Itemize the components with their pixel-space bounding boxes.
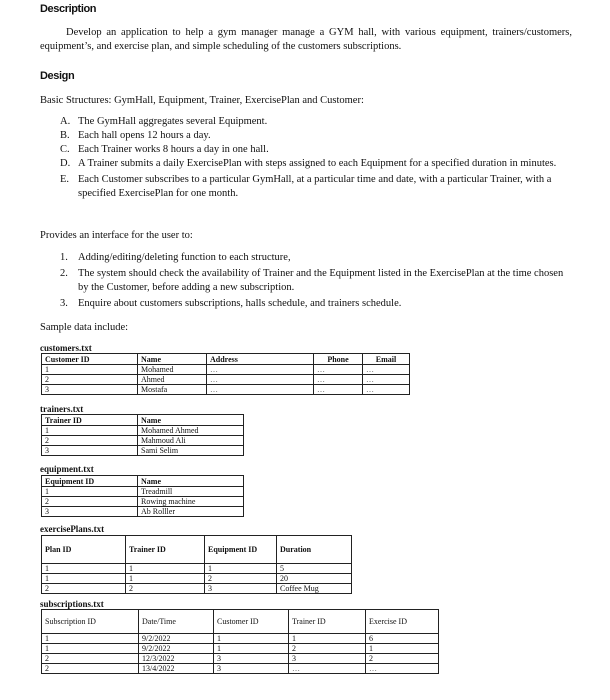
table-cell: Mahmoud Ali [138,436,244,446]
table-cell: 1 [366,644,439,654]
list-item: B. Each hall opens 12 hours a day. [60,130,211,141]
table-cell: 1 [42,487,138,497]
description-heading: Description [40,3,97,15]
table-cell: 9/2/2022 [139,644,214,654]
table-cell: 2 [42,584,126,594]
table-row [42,487,244,497]
sample-intro: Sample data include: [40,322,129,333]
column-header: Email [363,354,410,365]
trainers-table [41,414,244,456]
table-header-row [42,536,352,564]
column-header: Customer ID [214,610,289,634]
table-cell: 2 [366,654,439,664]
table-row [42,664,439,674]
table-cell: … [207,365,314,375]
table-cell: 1 [214,634,289,644]
list-item: E. Each Customer subscribes to a particular GymHall, at a particular time and date, with a particular Trainer, with a specified ExercisePlan for one month. [60,174,552,199]
interface-intro: Provides an interface for the user to: [40,230,193,241]
table-cell: 1 [42,365,138,375]
table-cell: 2 [42,436,138,446]
column-header: Equipment ID [42,476,138,487]
table-cell: Mohamed [138,365,207,375]
column-header: Name [138,476,244,487]
list-item: D. A Trainer submits a daily ExercisePlan with steps assigned to each Equipment for a specified duration in minutes. [60,158,557,169]
table-cell: … [363,375,410,385]
table-cell: … [207,375,314,385]
table-cell: 1 [126,574,205,584]
column-header: Subscription ID [42,610,139,634]
subscriptions-table [41,609,439,674]
table-cell: … [363,385,410,395]
table-cell: 20 [277,574,352,584]
table-cell: Ab Rolller [138,507,244,517]
table-cell: 1 [42,426,138,436]
column-header: Name [138,354,207,365]
table-cell: 6 [366,634,439,644]
table-cell: Mostafa [138,385,207,395]
table-cell: 3 [42,507,138,517]
table-cell: 1 [42,644,139,654]
table-row [42,654,439,664]
table-cell: 1 [205,564,277,574]
table-cell: 2 [289,644,366,654]
table-cell: 1 [42,564,126,574]
table-cell: Sami Selim [138,446,244,456]
table-row [42,564,352,574]
table-cell: 1 [126,564,205,574]
table-cell: 2 [42,375,138,385]
table-row [42,634,439,644]
table-cell: 1 [42,574,126,584]
table-cell: … [289,664,366,674]
design-heading: Design [40,70,75,82]
table-cell: … [314,375,363,385]
trainers-file-label: trainers.txt [40,404,84,414]
table-header-row [42,354,410,365]
table-row [42,446,244,456]
column-header: Trainer ID [42,415,138,426]
equipment-file-label: equipment.txt [40,464,94,474]
customers-file-label: customers.txt [40,343,92,353]
column-header: Phone [314,354,363,365]
table-cell: … [314,385,363,395]
column-header: Trainer ID [289,610,366,634]
table-cell: 2 [42,654,139,664]
customers-table [41,353,410,395]
subscriptions-file-label: subscriptions.txt [40,599,104,609]
column-header: Exercise ID [366,610,439,634]
table-row [42,574,352,584]
table-header-row [42,415,244,426]
table-row [42,426,244,436]
table-cell: … [366,664,439,674]
exercise-plans-table [41,535,352,594]
table-header-row [42,476,244,487]
interface-list [60,251,572,311]
column-header: Date/Time [139,610,214,634]
column-header: Equipment ID [205,536,277,564]
column-header: Customer ID [42,354,138,365]
list-item: A. The GymHall aggregates several Equipment. [60,116,268,127]
table-row [42,497,244,507]
table-cell: 2 [205,574,277,584]
table-cell: 1 [42,634,139,644]
table-cell: 2 [42,664,139,674]
table-cell: 3 [289,654,366,664]
table-cell: Ahmed [138,375,207,385]
table-row [42,365,410,375]
list-item: 3. Enquire about customers subscriptions, halls schedule, and trainers schedule. [60,298,402,309]
table-cell: 1 [289,634,366,644]
table-cell: 1 [214,644,289,654]
list-item: 2. The system should check the availability of Trainer and the Equipment listed in the ExercisePlan at the time chosen by the Customer, before adding a new subscription. [60,268,564,293]
equipment-table [41,475,244,517]
table-cell: 3 [214,654,289,664]
table-cell: Coffee Mug [277,584,352,594]
table-cell: 3 [205,584,277,594]
column-header: Duration [277,536,352,564]
table-cell: 3 [42,385,138,395]
table-cell: 2 [42,497,138,507]
description-text: Develop an application to help a gym manager manage a GYM hall, with various equipment, trainers/customers, equipment’s, and exercise plan, and simple scheduling of the customers subscriptions. [40,27,572,52]
table-cell: … [314,365,363,375]
list-item: 1. Adding/editing/deleting function to each structure, [60,252,291,263]
table-row [42,584,352,594]
basic-structures-text: Basic Structures: GymHall, Equipment, Trainer, ExercisePlan and Customer: [40,95,364,106]
table-cell: 12/3/2022 [139,654,214,664]
table-row [42,644,439,654]
table-cell: … [207,385,314,395]
table-cell: 9/2/2022 [139,634,214,644]
table-cell: … [363,365,410,375]
table-cell: 3 [214,664,289,674]
table-row [42,385,410,395]
column-header: Address [207,354,314,365]
list-item: C. Each Trainer works 8 hours a day in one hall. [60,144,269,155]
table-cell: Mohamed Ahmed [138,426,244,436]
table-cell: Treadmill [138,487,244,497]
column-header: Plan ID [42,536,126,564]
column-header: Name [138,415,244,426]
table-row [42,507,244,517]
table-cell: 13/4/2022 [139,664,214,674]
table-cell: 2 [126,584,205,594]
table-row [42,436,244,446]
column-header: Trainer ID [126,536,205,564]
table-cell: 3 [42,446,138,456]
structure-list [60,115,572,201]
table-header-row [42,610,439,634]
exercise-plans-file-label: exercisePlans.txt [40,524,105,534]
table-row [42,375,410,385]
table-cell: Rowing machine [138,497,244,507]
table-cell: 5 [277,564,352,574]
